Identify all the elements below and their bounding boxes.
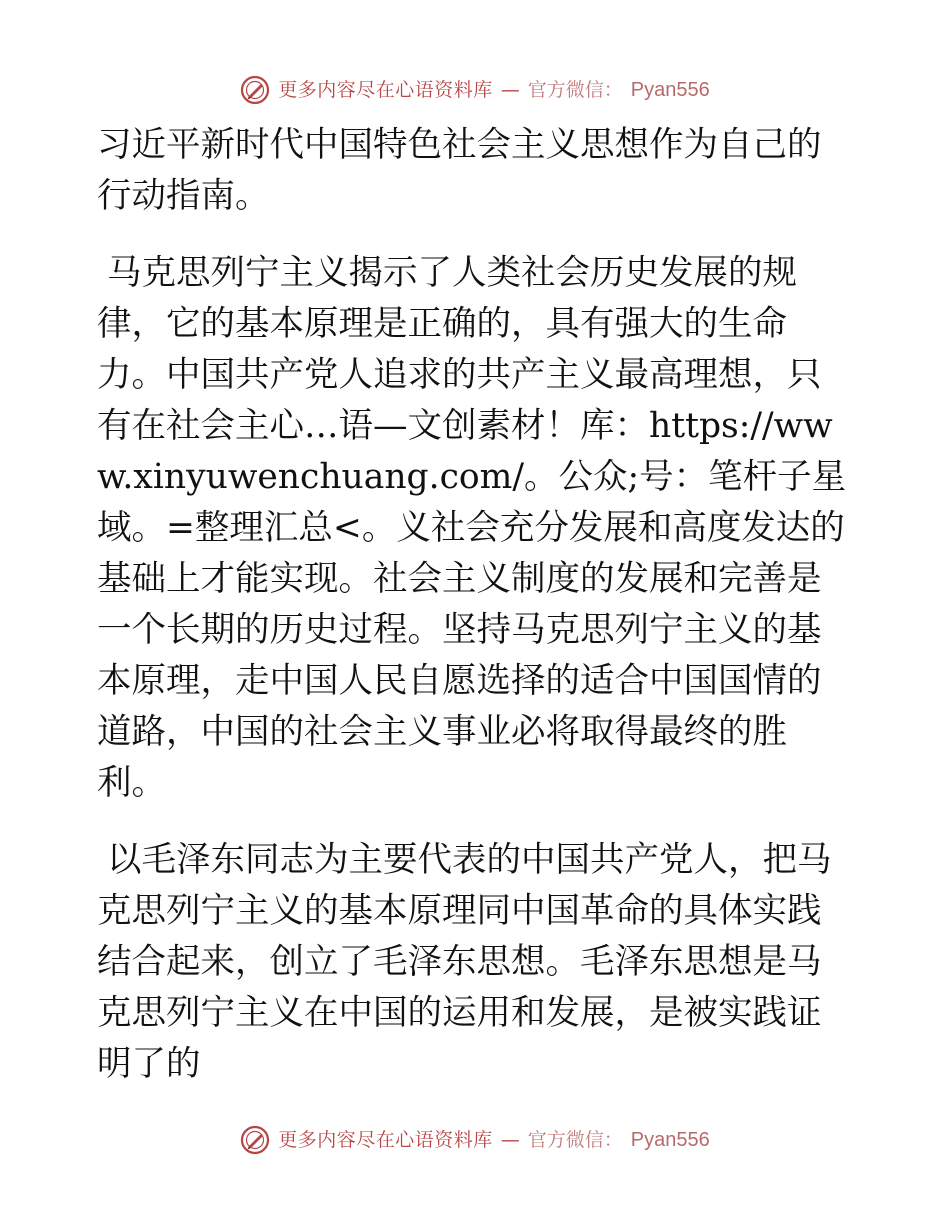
footer-wechat-id: Pyan556: [630, 1129, 710, 1151]
footer-banner-text: 更多内容尽在心语资料库: [278, 1128, 493, 1151]
pen-logo-icon: [240, 1125, 270, 1155]
header-dash: —: [500, 78, 520, 101]
pen-logo-icon: [240, 75, 270, 105]
paragraph-3: 以毛泽东同志为主要代表的中国共产党人，把马克思列宁主义的基本原理同中国革命的具体实践结合起来，创立了毛泽东思想。毛泽东思想是马克思列宁主义在中国的运用和发展，是被实践证明了的: [97, 840, 832, 1084]
header-banner-text: 更多内容尽在心语资料库: [278, 78, 493, 101]
header-wechat-label: 官方微信：: [527, 78, 623, 101]
paragraph-2: 马克思列宁主义揭示了人类社会历史发展的规律，它的基本原理是正确的，具有强大的生命力。中国共产党人追求的共产主义最高理想，只有在社会主心…语—文创素材！库：https://www.xinyuwenchuang.com/。公众;号：笔杆子星域。=整理汇总<。义社会充分发展和高度发达的基础上才能实现。社会主义制度的发展和完善是一个长期的历史过程。坚持马克思列宁主义的基本原理，走中国人民自愿选择的适合中国国情的道路，中国的社会主义事业必将取得最终的胜利。: [97, 253, 847, 803]
footer-banner: [240, 1125, 710, 1155]
page-header: [0, 70, 950, 110]
page-footer: [0, 1120, 950, 1160]
footer-wechat-label: 官方微信：: [527, 1128, 623, 1151]
document-body: [97, 120, 852, 1090]
footer-dash: —: [500, 1128, 520, 1151]
header-banner: [240, 75, 710, 105]
header-wechat-id: Pyan556: [630, 79, 710, 101]
paragraph-1: 习近平新时代中国特色社会主义思想作为自己的行动指南。: [97, 125, 822, 216]
